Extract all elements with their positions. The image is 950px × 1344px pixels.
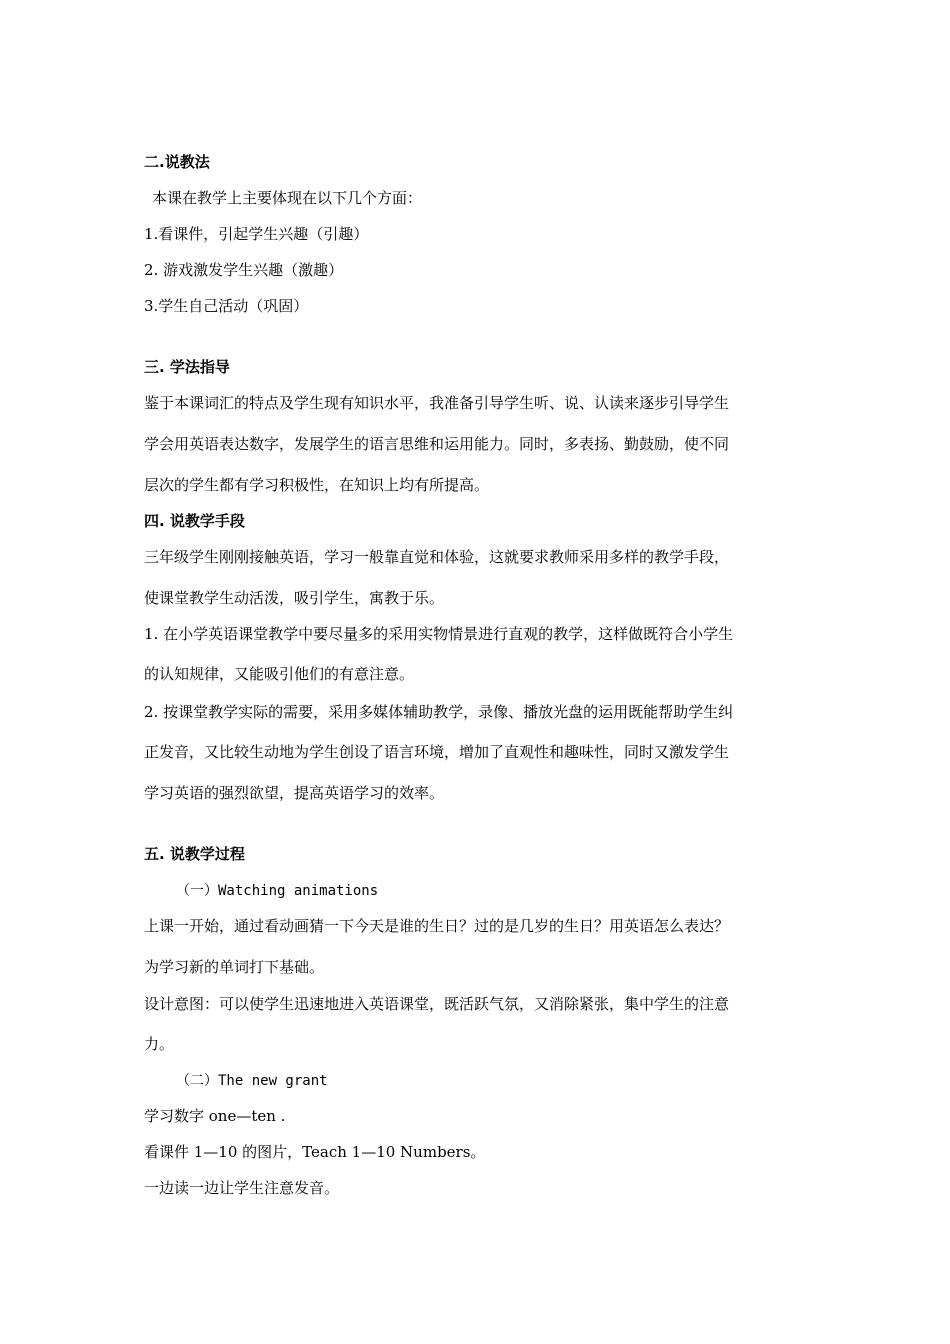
paragraph-line: 看课件 1—10 的图片，Teach 1—10 Numbers。: [144, 1143, 486, 1161]
paragraph-line: 本课在教学上主要体现在以下几个方面：: [152, 189, 423, 207]
section-heading: 四. 说教学手段: [144, 512, 245, 530]
paragraph-line: 一边读一边让学生注意发音。: [144, 1179, 340, 1197]
paragraph-line: 学习数字 one—ten .: [144, 1107, 286, 1125]
paragraph-line: 层次的学生都有学习积极性，在知识上均有所提高。: [144, 476, 490, 494]
paragraph-line: 的认知规律，又能吸引他们的有意注意。: [144, 665, 415, 683]
paragraph-line: 为学习新的单词打下基础。: [144, 958, 325, 976]
section-heading: 二.说教法: [144, 153, 210, 171]
subsection-title: （一）Watching animations: [176, 883, 379, 899]
paragraph-line: 设计意图：可以使学生迅速地进入英语课堂，既活跃气氛，又消除紧张，集中学生的注意: [144, 995, 730, 1013]
paragraph-line: 学习英语的强烈欲望，提高英语学习的效率。: [144, 784, 445, 802]
list-item: 2. 游戏激发学生兴趣（激趣）: [144, 261, 344, 279]
paragraph-line: 学会用英语表达数字，发展学生的语言思维和运用能力。同时，多表扬、勤鼓励，使不同: [144, 435, 730, 453]
paragraph-line: 三年级学生刚刚接触英语，学习一般靠直觉和体验，这就要求教师采用多样的教学手段，: [144, 548, 730, 566]
section-heading: 五. 说教学过程: [144, 845, 245, 863]
list-item: 3.学生自己活动（巩固）: [144, 297, 309, 315]
paragraph-line: 1. 在小学英语课堂教学中要尽量多的采用实物情景进行直观的教学，这样做既符合小学生: [144, 625, 734, 643]
paragraph-line: 鉴于本课词汇的特点及学生现有知识水平，我准备引导学生听、说、认读来逐步引导学生: [144, 394, 730, 412]
list-item: 1.看课件，引起学生兴趣（引趣）: [144, 225, 369, 243]
paragraph-line: 正发音，又比较生动地为学生创设了语言环境，增加了直观性和趣味性，同时又激发学生: [144, 743, 730, 761]
paragraph-line: 上课一开始，通过看动画猜一下今天是谁的生日？过的是几岁的生日？用英语怎么表达？: [144, 917, 730, 935]
paragraph-line: 力。: [144, 1035, 175, 1053]
paragraph-line: 使课堂教学生动活泼，吸引学生，寓教于乐。: [144, 589, 445, 607]
paragraph-line: 2. 按课堂教学实际的需要，采用多媒体辅助教学，录像、播放光盘的运用既能帮助学生纠: [144, 703, 734, 721]
section-heading: 三. 学法指导: [144, 358, 230, 376]
subsection-title: （二）The new grant: [176, 1073, 328, 1089]
